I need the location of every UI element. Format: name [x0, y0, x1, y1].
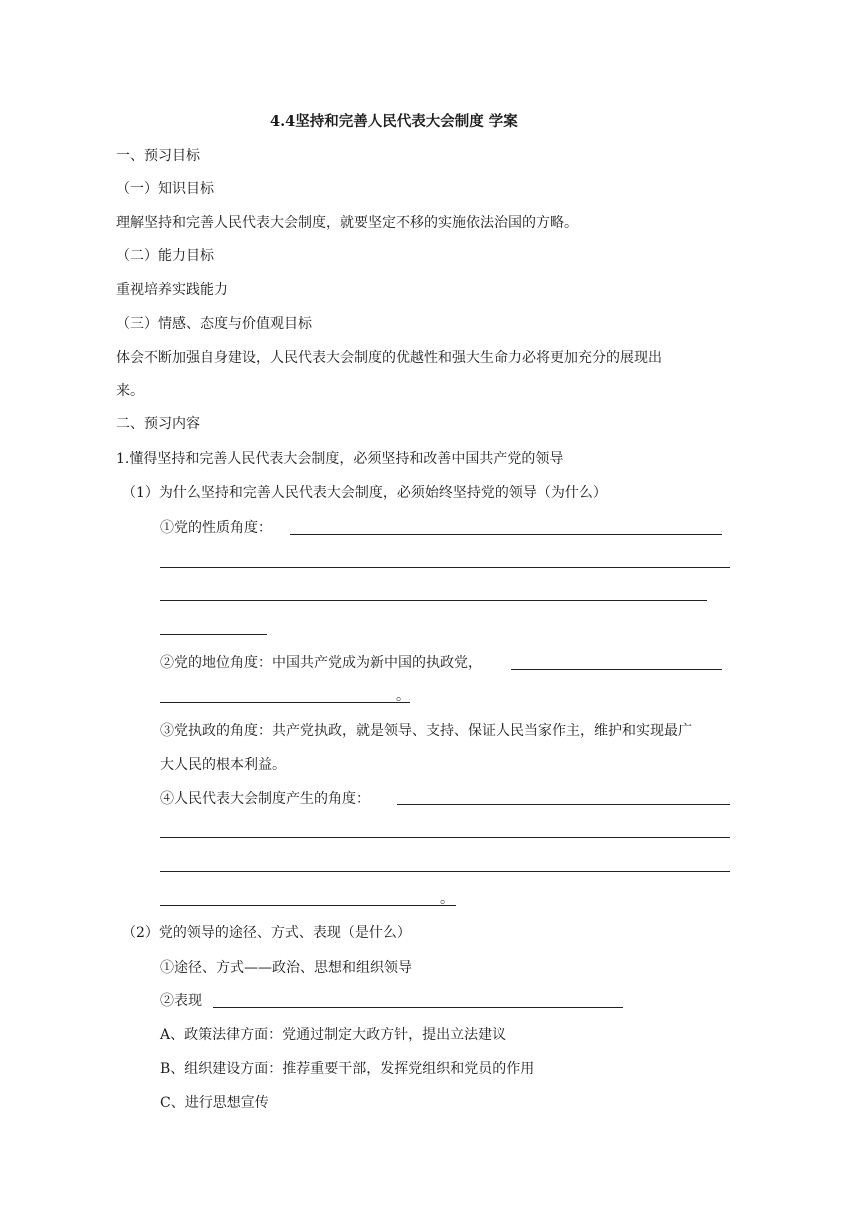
attitude-text-line1: 体会不断加强自身建设，人民代表大会制度的优越性和强大生命力必将更加充分的展现出 [116, 350, 662, 366]
answer-blank[interactable] [160, 600, 707, 601]
question-2-a: ①途径、方式——政治、思想和组织领导 [160, 960, 412, 976]
attitude-text-line2: 来。 [116, 383, 144, 399]
answer-blank[interactable] [290, 534, 722, 535]
item-1-heading: 1.懂得坚持和完善人民代表大会制度，必须坚持和改善中国共产党的领导 [116, 451, 564, 467]
question-1-heading: （1）为什么坚持和完善人民代表大会制度，必须始终坚持党的领导（为什么） [122, 485, 607, 501]
question-2-b-label: ②表现 [160, 993, 202, 1009]
knowledge-text: 理解坚持和完善人民代表大会制度，就要坚定不移的实施依法治国的方略。 [116, 215, 578, 231]
answer-blank[interactable] [160, 567, 730, 568]
ability-text: 重视培养实践能力 [116, 282, 228, 298]
subheading-knowledge: （一）知识目标 [116, 181, 214, 197]
question-2-policy: A、政策法律方面：党通过制定大政方针，提出立法建议 [160, 1027, 507, 1043]
subheading-ability: （二）能力目标 [116, 248, 214, 264]
answer-blank[interactable] [160, 905, 456, 906]
answer-blank[interactable] [160, 837, 730, 838]
page-title: 4.4坚持和完善人民代表大会制度 学案 [270, 113, 518, 130]
subheading-attitude: （三）情感、态度与价值观目标 [116, 316, 312, 332]
answer-blank[interactable] [213, 1007, 623, 1008]
question-2-organization: B、组织建设方面：推荐重要干部，发挥党组织和党员的作用 [160, 1061, 535, 1077]
question-1-c-line1: ③党执政的角度：共产党执政，就是领导、支持、保证人民当家作主，维护和实现最广 [160, 723, 692, 739]
answer-blank[interactable] [160, 871, 730, 872]
question-1-c-line2: 大人民的根本利益。 [160, 757, 286, 773]
question-2-ideology: C、进行思想宣传 [160, 1095, 269, 1111]
answer-blank[interactable] [511, 669, 722, 670]
question-1-b-label: ②党的地位角度：中国共产党成为新中国的执政党， [160, 655, 482, 671]
section-heading-content: 二、预习内容 [116, 416, 200, 432]
question-2-heading: （2）党的领导的途径、方式、表现（是什么） [122, 925, 411, 941]
sentence-end-mark: 。 [440, 891, 454, 907]
question-1-d-label: ④人民代表大会制度产生的角度： [160, 791, 370, 807]
sentence-end-mark: 。 [396, 688, 410, 704]
answer-blank[interactable] [397, 804, 730, 805]
question-1-a-label: ①党的性质角度： [160, 520, 272, 536]
section-heading-goals: 一、预习目标 [116, 148, 200, 164]
answer-blank[interactable] [160, 634, 267, 635]
answer-blank[interactable] [160, 702, 410, 703]
